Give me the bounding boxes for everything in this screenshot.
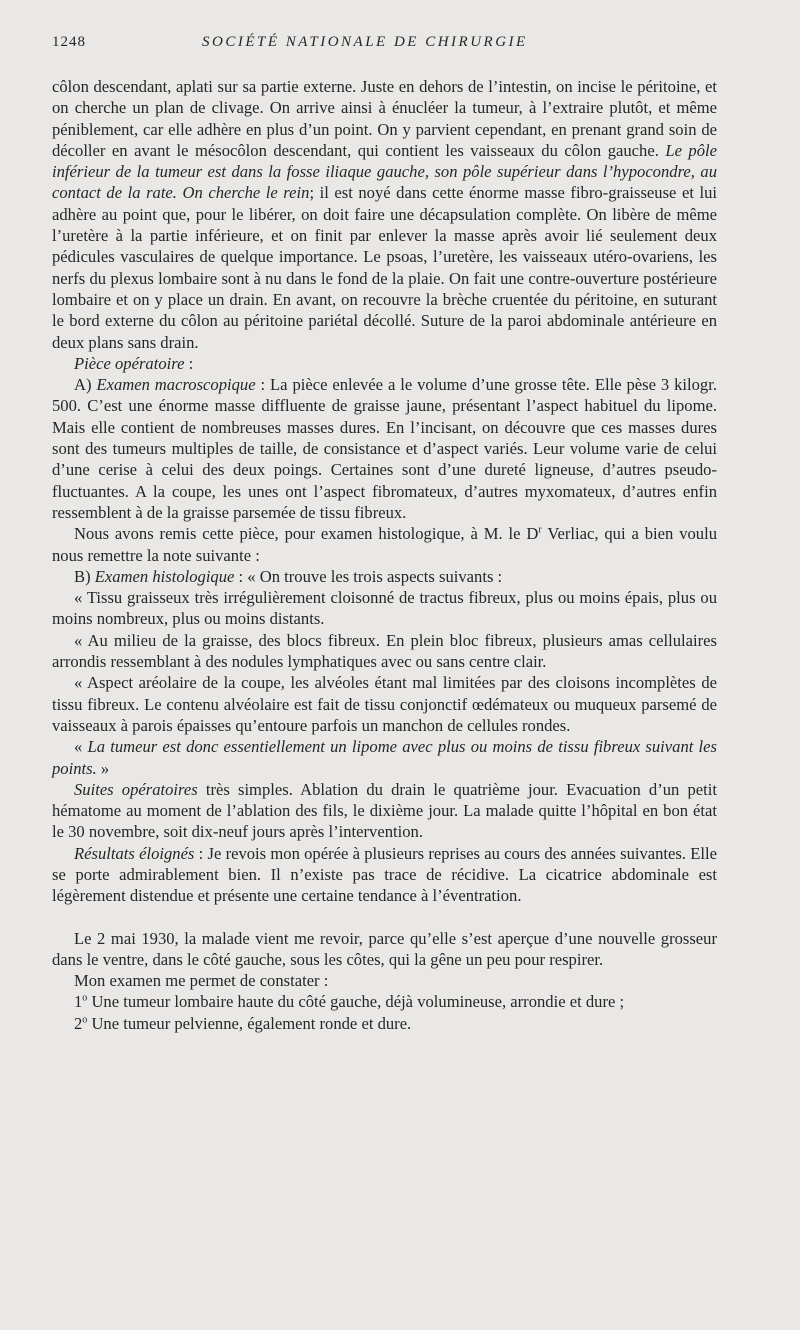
list-item-1: 1$^o$ Une tumeur lombaire haute du côté gauche, déjà volumineuse, arrondie et dure ; <box>74 992 625 1012</box>
paragraph-return-visit: Le 2 mai 1930, la malade vient me revoir, parce qu’elle s’est aperçue d’une nouvelle grosseur dans le ventre, dans le côté gauche, sous les côtes, qui la gêne un peu pour respirer. <box>52 928 717 969</box>
paragraph-piece-heading: Pièce opératoire : <box>74 353 194 373</box>
paragraph-operation: côlon descendant, aplati sur sa partie externe. Juste en dehors de l’intestin, on incise le péritoine, et on cherche un plan de clivage. On arrive ainsi à énucléer la tumeur, à l’extraire plutôt, et même péniblement, car elle adhère en plus d’un point. On y parvient cependant, en prenant grand soin de décoller en avant le mésocôlon descendant, qui contient les vaisseaux du côlon gauche. Le pôle inférieur de la tumeur est dans la fosse iliaque gauche, son pôle supérieur dans l’hypocondre, au contact de la rate. On cherche le rein; il est noyé dans cette énorme masse fibro-graisseuse et lui adhère au point que, pour le libérer, on doit faire une décapsulation complète. On libère de même l’uretère à la partie inférieure, et on finit par enlever la masse après avoir lié seulement deux pédicules vasculaires de quelque importance. Le psoas, l’uretère, les vaisseaux utéro-ovariens, les nerfs du plexus lombaire sont à nu dans le fond de la plaie. On fait une contre-ouverture postérieure lombaire et on y place un drain. En avant, on recouvre la brèche cruentée du péritoine, en suturant le bord externe du côlon au péritoine pariétal décollé. Suture de la paroi abdominale antérieure en deux plans sans drain. <box>52 77 717 352</box>
paragraph-macroscopic: A) Examen macroscopique : La pièce enlevée a le volume d’une grosse tête. Elle pèse 3 kilogr. 500. C’est une énorme masse diffluente de graisse jaune, présentant l’aspect habituel du lipome. Mais elle contient de nombreuses masses dures. En l’incisant, on découvre que ces masses dures sont des tumeurs multiples de taille, de consistance et d’aspect variés. Leur volume varie de celui d’une cerise à celui des deux poings. Certaines sont d’une dureté ligneuse, d’autres pseudo-fluctuantes. A la coupe, les unes ont l’aspect fibromateux, d’autres myxomateux, d’autres enfin ressemblent à de la graisse parsemée de tissu fibreux. <box>52 375 717 522</box>
section-gap <box>52 907 717 928</box>
paragraph-histology-1: « Tissu graisseux très irrégulièrement cloisonné de tractus fibreux, plus ou moins épais, plus ou moins nombreux, plus ou moins distants. <box>52 588 717 629</box>
paragraph-late-results: Résultats éloignés : Je revois mon opérée à plusieurs reprises au cours des années suivantes. Elle se porte admirablement bien. Il n’existe pas trace de récidive. La cicatrice abdominale est légèrement distendue et présente une certaine tendance à l’éventration. <box>52 843 717 906</box>
running-title: SOCIÉTÉ NATIONALE DE CHIRURGIE <box>202 34 528 50</box>
list-item-2: 2$^o$ Une tumeur pelvienne, également ronde et dure. <box>74 1013 412 1033</box>
paragraph-histology-2: « Au milieu de la graisse, des blocs fibreux. En plein bloc fibreux, plusieurs amas cellulaires arrondis ressemblant à des nodules lymphatiques avec ou sans centre clair. <box>52 630 717 672</box>
paragraph-histology-3: « Aspect aréolaire de la coupe, les alvéoles étant mal limitées par des cloisons incomplètes de tissu fibreux. Le contenu alvéolaire est fait de tissu conjonctif œdémateux ou muqueux parsemé de vaisseaux à parois épaisses qu’entoure parfois un manchon de cellules rondes. <box>52 673 717 735</box>
body-text <box>52 76 717 1034</box>
paragraph-histology-heading: B) Examen histologique : « On trouve les trois aspects suivants : <box>74 566 503 586</box>
paragraph-exam-intro: Mon examen me permet de constater : <box>74 971 329 991</box>
page-number: 1248 <box>52 34 86 50</box>
paragraph-histology-conclusion: « La tumeur est donc essentiellement un lipome avec plus ou moins de tissu fibreux suivant les points. » <box>52 737 717 778</box>
paragraph-postoperative: Suites opératoires très simples. Ablation du drain le quatrième jour. Evacuation d’un petit hématome au moment de l’ablation des fils, le dixième jour. La malade quitte l’hôpital en bon état le 30 novembre, soit dix-neuf jours après l’intervention. <box>52 779 717 842</box>
paragraph-histology-request: Nous avons remis cette pièce, pour examen histologique, à M. le $D^r$ Verliac, qui a bien voulu nous remettre la note suivante : <box>52 524 717 565</box>
